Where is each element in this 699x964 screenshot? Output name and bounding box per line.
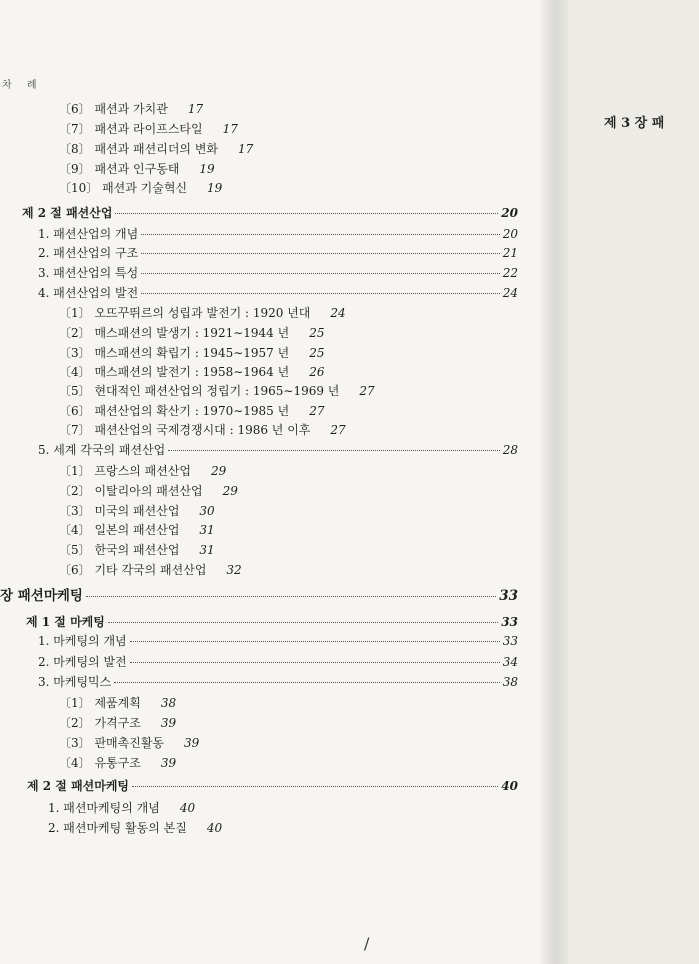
toc-entry: 〔2〕 이탈리아의 패션산업 29: [59, 484, 238, 498]
dot-leader: [141, 253, 499, 254]
toc-entry: 〔2〕 매스패션의 발생기 : 1921∼1944 년 25: [59, 326, 325, 340]
toc-entry: 〔4〕 일본의 패션산업 31: [59, 523, 215, 537]
toc-entry: 〔10〕 패션과 기술혁신 19: [59, 181, 223, 195]
toc-section-heading: 제 1 절 마케팅 33: [26, 615, 518, 629]
toc-entry: 〔3〕 판매촉진활동 39: [59, 736, 200, 750]
toc-entry: 1. 패션산업의 개념 20: [38, 227, 518, 241]
toc-entry: 〔5〕 현대적인 패션산업의 정립기 : 1965∼1969 년 27: [59, 384, 375, 398]
toc-entry: 〔2〕 가격구조 39: [59, 716, 177, 730]
dot-leader: [108, 622, 498, 623]
dot-leader: [86, 596, 496, 597]
toc-entry: 〔7〕 패션산업의 국제경쟁시대 : 1986 년 이후 27: [59, 423, 346, 437]
page-header: 차 례: [2, 80, 43, 91]
toc-entry: 2. 패션산업의 구조 21: [38, 246, 518, 260]
toc-entry: 〔1〕 오뜨꾸뛰르의 성립과 발전기 : 1920 년대 24: [59, 306, 346, 320]
right-page-edge: [568, 0, 699, 964]
toc-entry: 1. 패션마케팅의 개념 40: [48, 801, 196, 815]
toc-entry: 〔1〕 프랑스의 패션산업 29: [59, 464, 227, 478]
toc-chapter-heading: 장 패션마케팅 33: [0, 588, 518, 604]
toc-entry: 〔3〕 미국의 패션산업 30: [59, 504, 215, 518]
dot-leader: [141, 293, 499, 294]
toc-entry: 〔1〕 제품계획 38: [59, 696, 177, 710]
dot-leader: [168, 450, 499, 451]
toc-entry: 2. 마케팅의 발전 34: [38, 655, 518, 669]
toc-section-heading: 제 2 절 패션마케팅 40: [27, 779, 518, 793]
toc-entry: 〔4〕 유통구조 39: [59, 756, 177, 770]
toc-entry: 〔8〕 패션과 패션리더의 변화 17: [59, 142, 254, 156]
toc-entry: 〔7〕 패션과 라이프스타일 17: [59, 122, 238, 136]
toc-entry: 4. 패션산업의 발전 24: [38, 286, 518, 300]
toc-entry: 2. 패션마케팅 활동의 본질 40: [48, 821, 223, 835]
page-mark: /: [364, 934, 370, 953]
toc-entry: 5. 세계 각국의 패션산업 28: [38, 443, 518, 457]
dot-leader: [130, 662, 500, 663]
next-page-chapter-title: 제 3 장 패: [604, 116, 665, 131]
dot-leader: [141, 273, 499, 274]
toc-entry: 〔6〕 기타 각국의 패션산업 32: [59, 563, 242, 577]
dot-leader: [132, 786, 498, 787]
toc-entry: 〔4〕 매스패션의 발전기 : 1958∼1964 년 26: [59, 365, 325, 379]
dot-leader: [130, 641, 500, 642]
toc-entry: 〔9〕 패션과 인구동태 19: [59, 162, 215, 176]
toc-entry: 〔6〕 패션산업의 확산기 : 1970∼1985 년 27: [59, 404, 325, 418]
dot-leader: [141, 234, 499, 235]
toc-section-heading: 제 2 절 패션산업 20: [22, 206, 518, 220]
book-gutter: [540, 0, 568, 964]
toc-entry: 1. 마케팅의 개념 33: [38, 634, 518, 648]
dot-leader: [115, 213, 498, 214]
toc-entry: 〔5〕 한국의 패션산업 31: [59, 543, 215, 557]
toc-entry: 3. 패션산업의 특성 22: [38, 266, 518, 280]
toc-entry: 〔6〕 패션과 가치관 17: [59, 102, 204, 116]
dot-leader: [114, 682, 499, 683]
toc-entry: 〔3〕 매스패션의 확립기 : 1945∼1957 년 25: [59, 346, 325, 360]
toc-entry: 3. 마케팅믹스 38: [38, 675, 518, 689]
